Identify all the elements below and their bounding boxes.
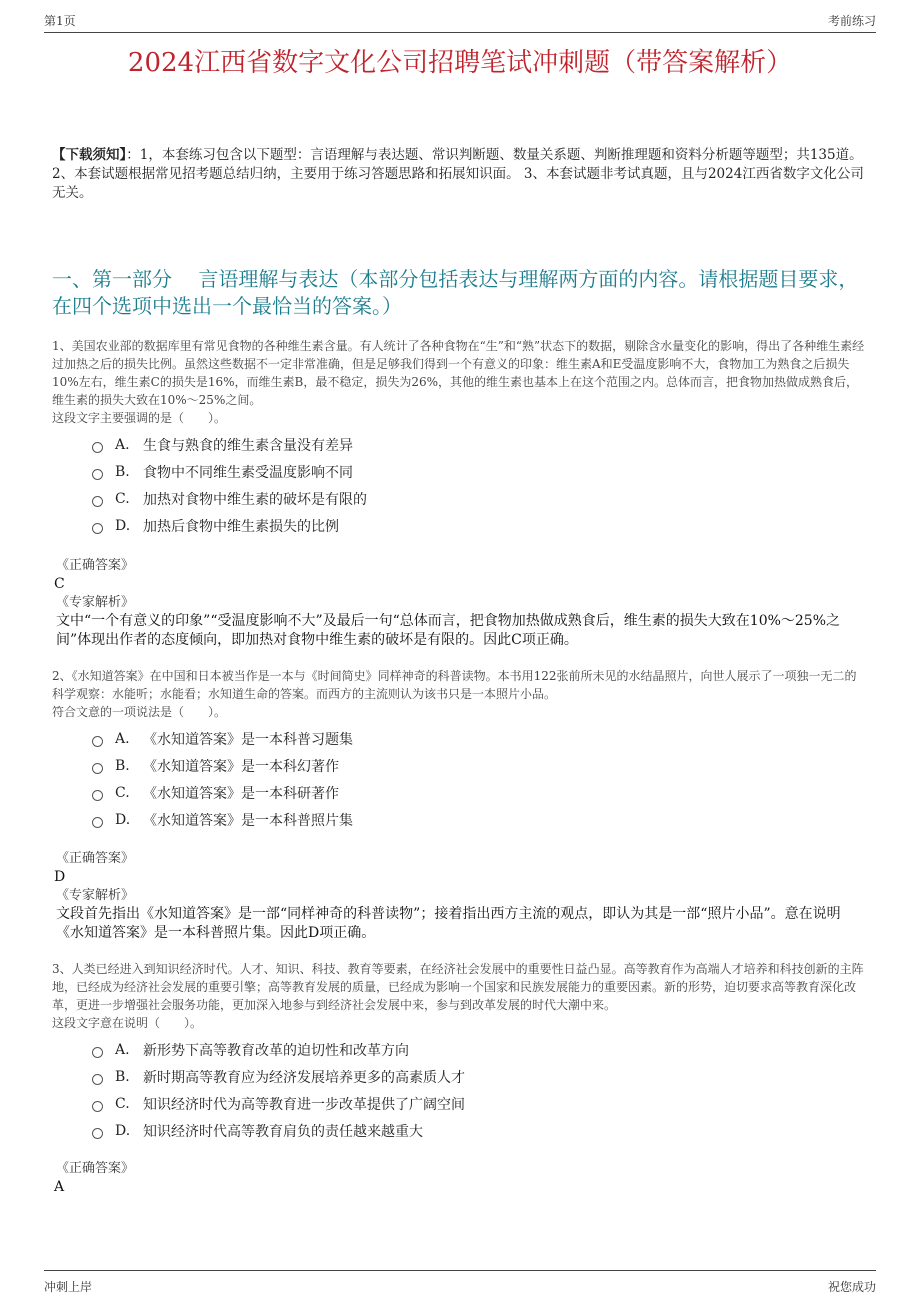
option-list (52, 431, 868, 539)
answer-label: 《正确答案》 (56, 851, 135, 866)
option-list (52, 1036, 868, 1144)
question-3 (52, 960, 868, 1144)
expert-label: 《专家解析》 (56, 888, 135, 903)
document-title: 2024江西省数字文化公司招聘笔试冲刺题（带答案解析） (127, 48, 793, 78)
notice-text: ：1，本套练习包含以下题型：言语理解与表达题、常识判断题、数量关系题、判断推理题和资料分析题等题型；共135道。 2、本套试题根据常见招考题总结归纳，主要用于练习答题思路和拓展知识面。 3、本套试题非考试真题，且与2024江西省数字文化公司无关。 (52, 147, 864, 201)
radio-button-icon[interactable] (92, 736, 103, 747)
radio-button-icon[interactable] (92, 442, 103, 453)
answer-block-1 (52, 557, 868, 650)
radio-button-icon[interactable] (92, 469, 103, 480)
radio-button-icon[interactable] (92, 1128, 103, 1139)
radio-button-icon[interactable] (92, 1101, 103, 1112)
footer-left-label: 冲刺上岸 (44, 1280, 93, 1294)
answer-block-3 (52, 1160, 868, 1197)
question-stem: 2、《水知道答案》在中国和日本被当作是一本与《时间简史》同样神奇的科普读物。本书用122张前所未见的水结晶照片，向世人展示了一项独一无二的科学观察：水能听；水能看；水知道生命的答案。而西方的主流则认为该书只是一本照片小品。 (52, 669, 857, 701)
option-b[interactable]: B. 新时期高等教育应为经济发展培养更多的高素质人才 (92, 1063, 868, 1090)
footer-right-label: 祝您成功 (827, 1280, 876, 1294)
answer-value: A (54, 1179, 65, 1195)
question-prompt: 符合文意的一项说法是（ ）。 (52, 705, 227, 719)
radio-button-icon[interactable] (92, 1074, 103, 1085)
page-footer (44, 1270, 876, 1295)
option-b[interactable]: B. 食物中不同维生素受温度影响不同 (92, 458, 868, 485)
option-c[interactable]: C. 知识经济时代为高等教育进一步改革提供了广阔空间 (92, 1090, 868, 1117)
radio-button-icon[interactable] (92, 790, 103, 801)
expert-explanation: 文段首先指出《水知道答案》是一部“同样神奇的科普读物”；接着指出西方主流的观点，即认为其是一部“照片小品”。意在说明《水知道答案》是一本科普照片集。因此D项正确。 (56, 906, 841, 941)
option-a[interactable]: A. 生食与熟食的维生素含量没有差异 (92, 431, 868, 458)
page-header (44, 12, 876, 33)
section-heading: 一、第一部分 言语理解与表达（本部分包括表达与理解两方面的内容。请根据题目要求，在四个选项中选出一个最恰当的答案。） (52, 267, 859, 318)
expert-explanation: 文中“一个有意义的印象”“受温度影响不大”及最后一句“总体而言，把食物加热做成熟食后，维生素的损失大致在10%～25%之间”体现出作者的态度倾向，即加热对食物中维生素的破坏是有限的。因此C项正确。 (56, 613, 841, 648)
option-d[interactable]: D. 《水知道答案》是一本科普照片集 (92, 806, 868, 833)
question-prompt: 这段文字意在说明（ ）。 (52, 1016, 203, 1030)
question-stem: 3、人类已经进入到知识经济时代。人才、知识、科技、教育等要素，在经济社会发展中的重要性日益凸显。高等教育作为高端人才培养和科技创新的主阵地，已经成为经济社会发展的重要引擎；高等教育发展的质量，已经成为影响一个国家和民族发展能力的重要因素。新的形势，迫切要求高等教育深化改革，更进一步增强社会服务功能，更加深入地参与到经济社会发展中来，参与到改革发展的时代大潮中来。 (52, 962, 864, 1012)
option-d[interactable]: D. 知识经济时代高等教育肩负的责任越来越重大 (92, 1117, 868, 1144)
option-a[interactable]: A. 新形势下高等教育改革的迫切性和改革方向 (92, 1036, 868, 1063)
option-b[interactable]: B. 《水知道答案》是一本科幻著作 (92, 752, 868, 779)
option-d[interactable]: D. 加热后食物中维生素损失的比例 (92, 512, 868, 539)
notice-label: 【下载须知】 (52, 147, 127, 163)
answer-label: 《正确答案》 (56, 558, 135, 573)
option-list (52, 725, 868, 833)
question-prompt: 这段文字主要强调的是（ ）。 (52, 411, 227, 425)
answer-value: C (54, 576, 65, 592)
download-notice (52, 146, 872, 203)
option-c[interactable]: C. 《水知道答案》是一本科研著作 (92, 779, 868, 806)
radio-button-icon[interactable] (92, 1047, 103, 1058)
question-stem: 1、美国农业部的数据库里有常见食物的各种维生素含量。有人统计了各种食物在“生”和“熟”状态下的数据，剔除含水量变化的影响，得出了各种维生素经过加热之后的损失比例。虽然这些数据不一定非常准确，但是足够我们得到一个有意义的印象：维生素A和E受温度影响不大，食物加工为熟食之后损失10%左右，维生素C的损失是16%，而维生素B，最不稳定，损失为26%，其他的维生素也基本上在这个范围之内。总体而言，把食物加热做成熟食后，维生素的损失大致在10%～25%之间。 (52, 339, 865, 407)
question-2 (52, 667, 868, 833)
answer-value: D (54, 869, 66, 885)
header-label: 考前练习 (827, 14, 876, 28)
radio-button-icon[interactable] (92, 817, 103, 828)
question-1 (52, 337, 868, 539)
option-c[interactable]: C. 加热对食物中维生素的破坏是有限的 (92, 485, 868, 512)
expert-label: 《专家解析》 (56, 595, 135, 610)
radio-button-icon[interactable] (92, 496, 103, 507)
radio-button-icon[interactable] (92, 523, 103, 534)
page-number: 第1页 (44, 14, 76, 28)
answer-block-2 (52, 850, 868, 943)
option-a[interactable]: A. 《水知道答案》是一本科普习题集 (92, 725, 868, 752)
radio-button-icon[interactable] (92, 763, 103, 774)
answer-label: 《正确答案》 (56, 1161, 135, 1176)
